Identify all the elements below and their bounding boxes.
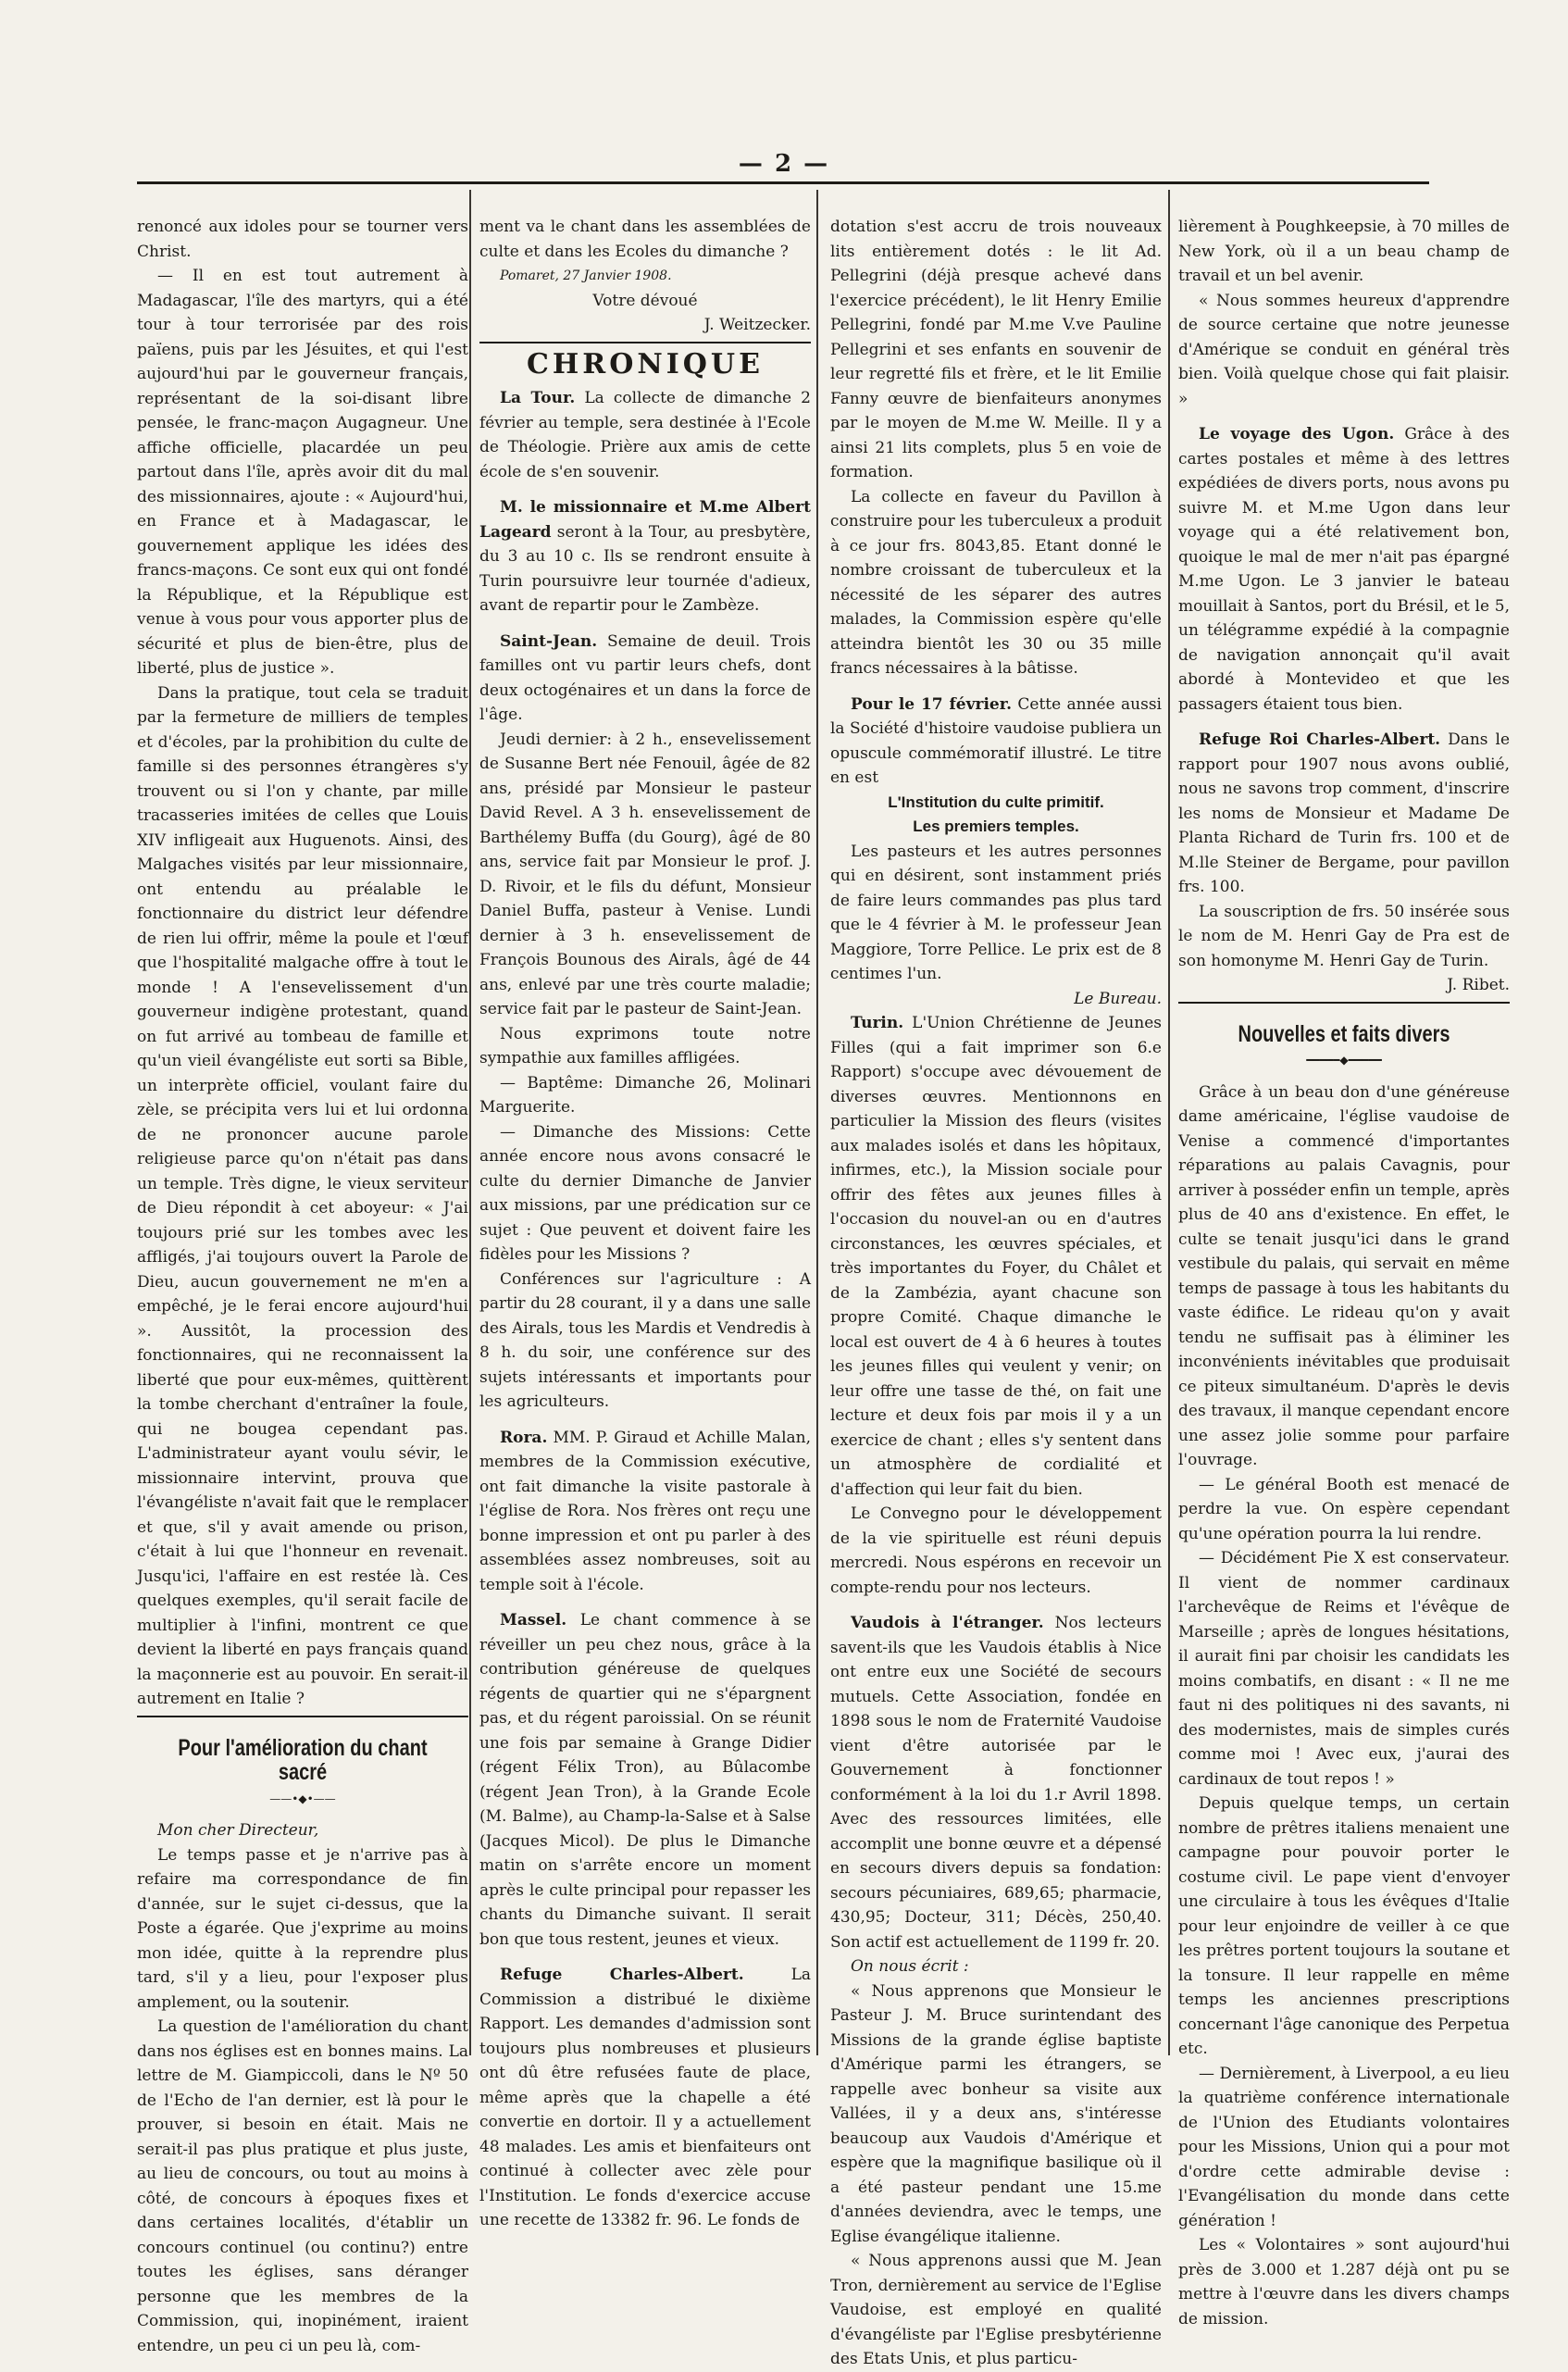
chronique-item xyxy=(479,386,811,484)
section-rule xyxy=(1178,1002,1510,1004)
item-title: La Tour. xyxy=(500,389,576,407)
publication-title: L'Institution du culte primitif. xyxy=(888,793,1104,811)
chronique-item xyxy=(830,1611,1162,1954)
paragraph: Jeudi dernier: à 2 h., ensevelissement de Susanne Bert née Fenouil, âgée de 82 ans, présidé par Monsieur le pasteur David Revel. A 3 h. ensevelissement de Barthélemy Buffa (du Gourg), âgé de 80 ans, service fait par Monsieur le prof. J. D. Rivoir, et le fils du défunt, Monsieur Daniel Buffa, pasteur à Venise. Lundi dernier à 3 h. ensevelissement de François Bounous des Airals, âgé de 44 ans, enlevé par une très courte maladie; service fait par le pasteur de Saint-Jean. xyxy=(479,730,811,1018)
paragraph: dotation s'est accru de trois nouveaux lits entièrement dotés : le lit Ad. Pellegrini (déjà presque achevé dans l'exercice précédent), le lit Henry Emilie Pellegrini, fondé par M.me V.ve Pauline Pellegrini et ses enfants en souvenir de leur regretté fils et frère, et le lit Emilie Fanny œuvre de bienfaiteurs anonymes par le moyen de M.me W. Meille. Il y a ainsi 21 lits complets, plus 5 en voie de formation. xyxy=(830,218,1162,481)
item-title: Le voyage des Ugon. xyxy=(1199,425,1395,443)
item-title: Massel. xyxy=(500,1611,567,1629)
paragraph: — Il en est tout autrement à Madagascar, l'île des martyrs, qui a été tour à tour terrorisée par des rois païens, puis par les Jésuites, et qui l'est aujourd'hui par le gouverneur français, représentant de la soi-disant libre pensée, le franc-maçon Augagneur. Une affiche officielle, placardée un peu partout dans l'île, après avoir dit du mal des missionnaires, ajoute : « Aujourd'hui, en France et à Madagascar, le gouvernement applique les idées des francs-maçons. Ce sont eux qui ont fondé la République, et la République est venue à vous pour vous apporter plus de sécurité et plus de bien-être, plus de liberté, plus de justice ». xyxy=(137,267,468,678)
column-divider xyxy=(1168,190,1170,2055)
item-title: Pour le 17 février. xyxy=(851,694,1013,714)
section-rule xyxy=(479,342,811,343)
header-rule xyxy=(137,181,1429,184)
chronique-item xyxy=(1178,728,1510,900)
item-title: Turin. xyxy=(851,1014,904,1032)
chronique-item xyxy=(479,495,811,618)
paragraph: Les pasteurs et les autres personnes qui en désirent, sont instamment priés de faire leurs commandes pas plus tard que le 4 février à M. le professeur Jean Maggiore, Torre Pellice. Le prix est de 8 centimes l'un. xyxy=(830,842,1162,983)
item-text: L'Union Chrétienne de Jeunes Filles (qui a fait imprimer son 6.e Rapport) s'occupe avec dévouement de diverses œuvres. Mentionnons en particulier la Mission des fleurs (visites aux malades isolés et dans les hôpitaux, infirmes, etc.), la Mission sociale pour offrir des fêtes aux jeunes filles à l'occasion du nouvel-an ou en d'autres circonstances, les œuvres spéciales, et très importantes du Foyer, du Châlet et de la Zambézia, ayant chacune son propre Comité. Chaque dimanche le local est ouvert de 4 à 6 heures à toutes les jeunes filles qui veulent y venir; on leur offre une tasse de thé, on fait une lecture et deux fois par mois il y a un exercice de chant ; elles s'y sentent dans un atmosphère de cordialité et d'affection qui leur fait du bien. xyxy=(830,1014,1162,1499)
ornament: ━━━━━◆━━━━━ xyxy=(1306,1054,1382,1067)
item-text: MM. P. Giraud et Achille Malan, membres de la Commission exécutive, ont fait dimanche la visite pastorale à l'église de Rora. Nos frères ont reçu une bonne impression et ont pu parler à des assemblées assez nombreuses, soit au temple soit à l'école. xyxy=(479,1428,811,1594)
paragraph: — Le général Booth est menacé de perdre la vue. On espère cependant qu'une opération pourra la lui rendre. xyxy=(1178,1475,1510,1543)
paragraph: La collecte en faveur du Pavillon à construire pour les tuberculeux a produit à ce jour frs. 8043,85. Etant donné le nombre croissant de tuberculeux et la nécessité de les séparer des autres malades, la Commission espère qu'elle atteindra bientôt les 30 ou 35 mille francs nécessaires à la bâtisse. xyxy=(830,487,1162,678)
paragraph: Les « Volontaires » sont aujourd'hui près de 3.000 et 1.287 déjà ont pu se mettre à l'œuvre dans les divers champs de mission. xyxy=(1178,2236,1510,2328)
paragraph: — Baptême: Dimanche 26, Molinari Marguerite. xyxy=(479,1073,811,1117)
chronique-item xyxy=(830,1011,1162,1502)
item-text: Semaine de deuil. Trois familles ont vu partir leurs chefs, dont deux octogénaires et un dans la force de l'âge. xyxy=(479,631,812,724)
paragraph: « Nous sommes heureux d'apprendre de source certaine que notre jeunesse d'Amérique se conduit en général très bien. Voilà quelque chose qui fait plaisir. » xyxy=(1178,291,1510,408)
paragraph: — Dernièrement, à Liverpool, a eu lieu la quatrième conférence internationale de l'Union des Etudiants volontaires pour les Missions, Union qui a pour mot d'ordre cette admirable devise : l'Evangélisation du monde dans cette génération ! xyxy=(1178,2064,1510,2230)
chronique-item xyxy=(479,1963,811,2233)
salutation: Mon cher Directeur, xyxy=(157,1821,319,1840)
publication-subtitle: Les premiers temples. xyxy=(913,818,1079,835)
chronique-item xyxy=(479,1426,811,1598)
item-text: Grâce à des cartes postales et même à des lettres expédiées de divers ports, nous avons pu suivre M. et M.me Ugon dans leur voyage qui a été relativement bon, quoique le mal de mer n'ait pas épargné M.me Ugon. Le 3 janvier le bateau mouillait à Santos, port du Brésil, et le 5, un télégramme expédié à la compagnie de navigation annonçait qu'il avait abordé à Montevideo et que les passagers étaient tous bien. xyxy=(1178,425,1510,714)
paragraph: renoncé aux idoles pour se tourner vers Christ. xyxy=(137,218,468,261)
signature: J. Ribet. xyxy=(1447,976,1510,994)
item-title: Refuge Charles-Albert. xyxy=(500,1966,744,1984)
paragraph: — Décidément Pie X est conservateur. Il vient de nommer cardinaux l'archevêque de Reims et l'évêque de Marseille ; après de longues hésitations, il aurait fini par choisir les candidats les moins combatifs, en disant : « Il ne me faut ni des politiques ni des savants, ni des modernistes, mais de simples curés comme moi ! Avec eux, j'aurai des cardinaux de tout repos ! » xyxy=(1178,1549,1510,1789)
paragraph: Le temps passe et je n'arrive pas à refaire ma correspondance de fin d'année, sur le sujet ci-dessus, que la Poste a égarée. Que j'exprime au moins mon idée, quitte à la reprendre plus tard, s'il y a lieu, pour l'exposer plus amplement, ou la soutenir. xyxy=(137,1845,468,2012)
chronique-item xyxy=(830,693,1162,791)
paragraph: — Dimanche des Missions: Cette année encore nous avons consacré le culte du dernier Dimanche de Janvier aux missions, par une prédication sur ce sujet : Que peuvent et doivent faire les fidèles pour les Missions ? xyxy=(479,1122,811,1264)
paragraph: Le Convegno pour le développement de la vie spirituelle est réuni depuis mercredi. Nous espérons en recevoir un compte-rendu pour nos lecteurs. xyxy=(830,1504,1162,1597)
section-heading-chant: Pour l'amélioration du chant sacré xyxy=(178,1734,428,1785)
paragraph: ment va le chant dans les assemblées de culte et dans les Ecoles du dimanche ? xyxy=(479,218,811,261)
item-title: Rora. xyxy=(500,1428,548,1447)
dateline: Pomaret, 27 Janvier 1908. xyxy=(500,268,672,283)
item-text: La collecte de dimanche 2 février au temple, sera destinée à l'Ecole de Théologie. Prière aux amis de cette école de s'en souvenir. xyxy=(479,389,811,481)
item-title: Refuge Roi Charles-Albert. xyxy=(1199,730,1441,749)
paragraph: « Nous apprenons aussi que M. Jean Tron, dernièrement au service de l'Eglise Vaudoise, est employé en qualité d'évangéliste par l'Eglise presbytérienne des Etats Unis, et plus particu- xyxy=(830,2252,1162,2368)
page-number: — 2 — xyxy=(738,150,830,178)
item-text: Le chant commence à se réveiller un peu chez nous, grâce à la contribution généreuse de quelques régents de quartier qui ne s'épargnent pas, et du régent paroissial. On se réunit une fois par semaine à Grange Didier (régent Félix Tron), au Bûlacombe (régent Jean Tron), à la Grande Ecole (M. Balme), au Champ-la-Salse et à Salse (Jacques Micol). De plus le Dimanche matin on s'arrête encore un moment après le culte principal pour repasser les chants du Dimanche suivant. Il serait bon que tous restent, jeunes et vieux. xyxy=(479,1611,812,1949)
item-text: Cette année aussi la Société d'histoire vaudoise publiera un opuscule commémoratif illustré. Le titre en est xyxy=(830,694,1162,787)
paragraph: Conférences sur l'agriculture : A partir du 28 courant, il y a dans une salle des Airals, tous les Mardis et Vendredis à 8 h. du soir, une conférence sur des sujets intéressants et importants pour les agriculteurs. xyxy=(479,1269,811,1411)
item-text: Dans le rapport pour 1907 nous avons oublié, nous ne savons trop comment, d'inscrire les noms de Monsieur et Madame De Planta Richard de Turin frs. 100 et de M.lle Steiner de Bergame, pour pavillon frs. 100. xyxy=(1178,730,1511,896)
item-text: La Commission a distribué le dixième Rapport. Les demandes d'admission sont toujours plus nombreuses et plusieurs ont dû être refusées faute de place, même après que la chapelle a été convertie en dortoir. Il y a actuellement 48 malades. Les amis et bienfaiteurs ont continué à collecter avec zèle pour l'Institution. Le fonds d'exercice accuse une recette de 13382 fr. 96. Le fonds de xyxy=(479,1966,812,2229)
column-2 xyxy=(479,215,811,2233)
item-title: Saint-Jean. xyxy=(500,631,598,651)
paragraph: Depuis quelque temps, un certain nombre de prêtres italiens menaient une campagne pour pouvoir porter le costume civil. Le pape vient d'envoyer une circulaire à tous les évêques d'Italie pour leur enjoindre de veiller à ce que les prêtres portent toujours la soutane et la tonsure. Il leur rappelle en même temps les anciennes prescriptions concernant l'âge canonique des Perpetua etc. xyxy=(1178,1794,1510,2058)
item-text: seront à la Tour, au presbytère, du 3 au 10 c. Ils se rendront ensuite à Turin poursuivre leur tournée d'adieux, avant de repartir pour le Zambèze. xyxy=(479,522,811,615)
paragraph: Nous exprimons toute notre sympathie aux familles affligées. xyxy=(479,1024,811,1067)
ornament: ——•◆•—— xyxy=(269,1791,336,1805)
section-rule xyxy=(137,1716,468,1717)
paragraph: lièrement à Poughkeepsie, à 70 milles de New York, où il a un beau champ de travail et un bel avenir. xyxy=(1178,218,1510,285)
closing: Votre dévoué xyxy=(592,291,698,310)
paragraph: La question de l'amélioration du chant dans nos églises est en bonnes mains. La lettre de M. Giampiccoli, dans le Nº 50 de l'Echo de l'an dernier, est là pour le prouver, si besoin en était. Mais ne serait-il pas plus pratique et plus juste, au lieu de concours, ou tout au moins à côté, de concours à époques fixes et dans certaines localités, d'établir un concours continuel (ou continu?) entre toutes les églises, sans déranger personne que les membres de la Commission, qui, inopinément, iraient entendre, un peu ci un peu là, com- xyxy=(137,2017,468,2355)
section-heading-chronique: CHRONIQUE xyxy=(527,347,764,381)
signature: J. Weitzecker. xyxy=(703,316,811,334)
paragraph: Dans la pratique, tout cela se traduit par la fermeture de milliers de temples et d'écoles, par la prohibition du culte de famille si des personnes étrangères s'y trouvent ou si l'on y chante, par mille tracasseries imitées de celles que Louis XIV infligeait aux Huguenots. Ainsi, des Malgaches visités par leur missionnaire, ont entendu au préalable le fonctionnaire du district leur défendre de rien lui offrir, même la poule et l'œuf que l'hospitalité malgache offre à tout le monde ! A l'ensevelissement d'un gouverneur indigène protestant, quand on fut arrivé au tombeau de famille et qu'un vieil évangéliste eut sorti sa Bible, un interprète officiel, voulant faire du zèle, se précipita vers lui et lui ordonna de ne prononcer aucune parole religieuse parce qu'on n'était pas dans un temple. Très digne, le vieux serviteur de Dieu répondit à cet aboyeur: « J'ai toujours prié sur les tombes avec les affligés, j'ai toujours ouvert la Parole de Dieu, aucun gouvernement ne m'en a empêché, je le ferai encore aujourd'hui ». Aussitôt, la procession des fonctionnaires, qui ne reconnaissent la liberté que pour eux-mêmes, quittèrent la tombe cherchant d'entraîner la foule, qui ne bougea cependant pas. L'administrateur ayant voulu sévir, le missionnaire intervint, prouva que l'évangéliste n'avait fait que le remplacer et que, s'il y avait amende ou prison, c'était à lui que l'honneur en revenait. Jusqu'ici, l'affaire en est restée là. Ces quelques exemples, qu'il serait facile de multiplier à l'infini, montrent ce que devient la liberté en pays français quand la maçonnerie est au pouvoir. En serait-il autrement en Italie ? xyxy=(137,683,468,1708)
column-divider xyxy=(469,190,471,2055)
section-heading-nouvelles: Nouvelles et faits divers xyxy=(1238,1020,1450,1047)
column-1 xyxy=(137,215,468,2358)
paragraph: La souscription de frs. 50 insérée sous le nom de M. Henri Gay de Pra est de son homonyme M. Henri Gay de Turin. xyxy=(1178,902,1510,970)
chronique-item xyxy=(1178,422,1510,717)
signature: Le Bureau. xyxy=(1074,989,1162,1008)
paragraph: Grâce à un beau don d'une généreuse dame américaine, l'église vaudoise de Venise a commencé d'importantes réparations au palais Cavagnis, pour arriver à posséder enfin un temple, après plus de 40 ans d'existence. En effet, le culte se tenait jusqu'ici dans le grand vestibule du palais, qui servait en même temps de passage à tous les habitants du vaste édifice. Le rideau qu'on y avait tendu ne suffisait pas à éliminer les inconvénients inévitables que produisait ce piteux simultanéum. D'après le devis des travaux, il manque cependant encore une assez jolie somme pour parfaire l'ouvrage. xyxy=(1178,1082,1510,1469)
paragraph: « Nous apprenons que Monsieur le Pasteur J. M. Bruce surintendant des Missions de la grande église baptiste d'Amérique parmi les étrangers, se rappelle avec bonheur sa visite aux Vallées, il y a deux ans, s'intéresse beaucoup aux Vaudois d'Amérique et espère que la magnifique basilique où il a été pasteur pendant une 15.me d'années deviendra, avec le temps, une Eglise évangélique italienne. xyxy=(830,1981,1162,2246)
column-4 xyxy=(1178,215,1510,2331)
paragraph: On nous écrit : xyxy=(851,1957,969,1976)
chronique-item xyxy=(479,1608,811,1952)
column-3 xyxy=(830,215,1162,2372)
item-title: M. le missionnaire et M.me Albert Lageard xyxy=(479,498,811,542)
item-text: Nos lecteurs savent-ils que les Vaudois établis à Nice ont entre eux une Société de secours mutuels. Cette Association, fondée en 1898 sous le nom de Fraternité Vaudoise vient d'être autorisée par le Gouvernement à fonctionner conformément à la loi du 1.r Avril 1898. Avec des ressources limitées, elle accomplit une bonne œuvre et a dépensé en secours divers depuis sa fondation: secours pécuniaires, 689,65; pharmacie, 430,95; Docteur, 311; Décès, 250,40. Son actif est actuellement de 1199 fr. 20. xyxy=(830,1614,1163,1952)
chronique-item xyxy=(479,630,811,728)
item-title: Vaudois à l'étranger. xyxy=(851,1614,1044,1632)
column-divider xyxy=(816,190,818,2055)
